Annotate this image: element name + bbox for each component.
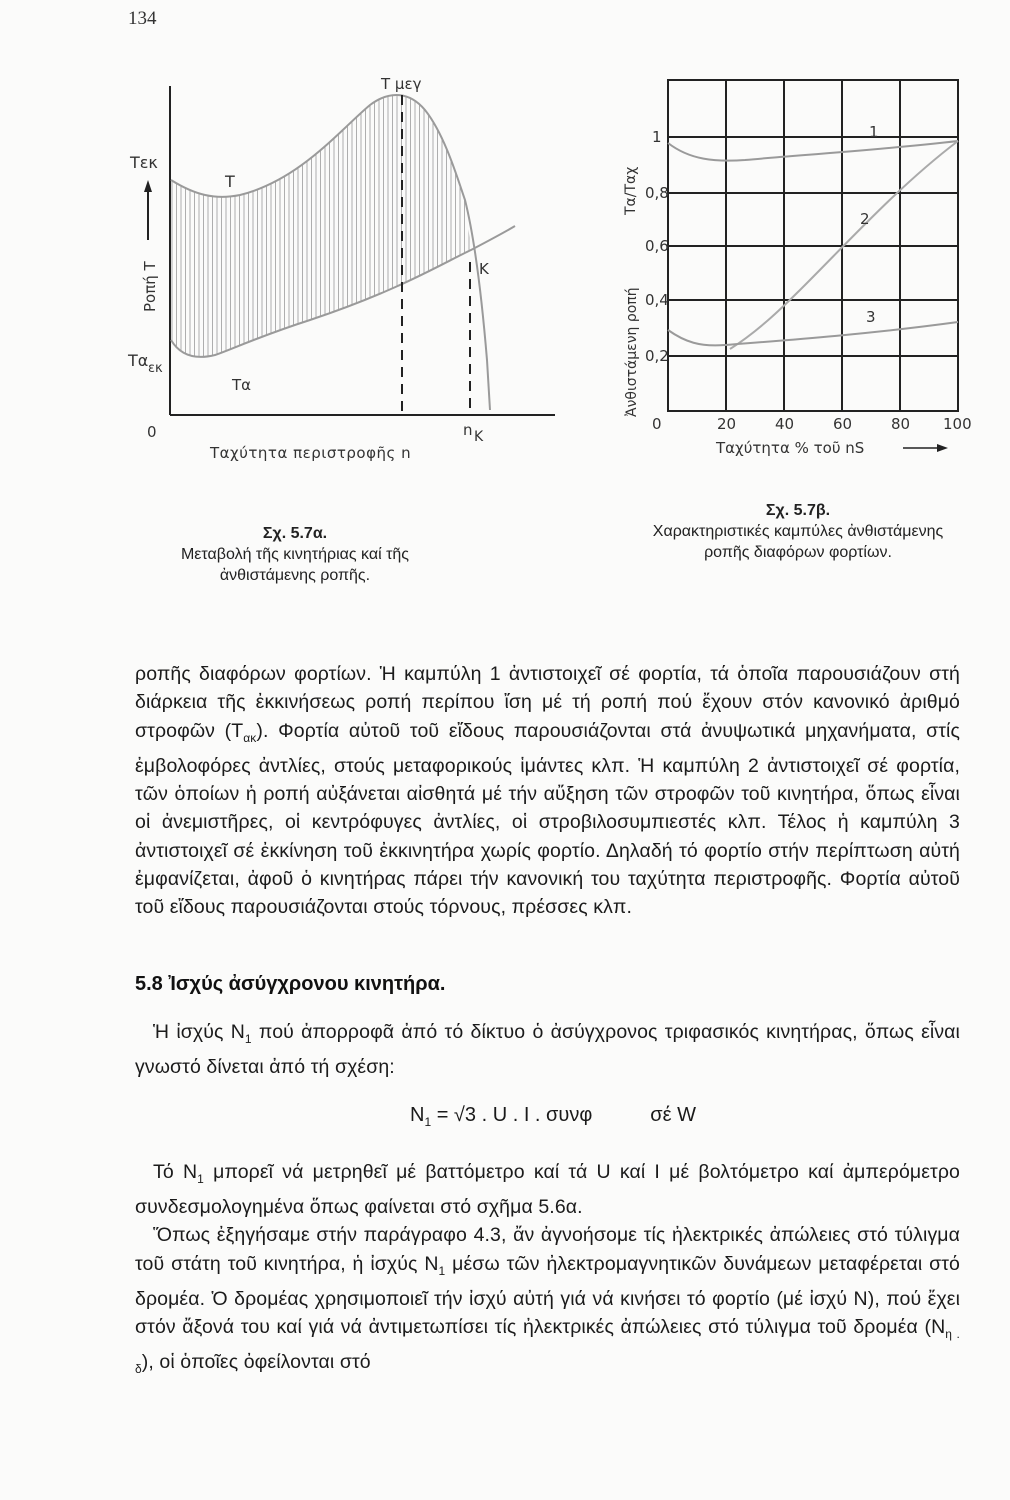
y-tick-0-4: 0,4 bbox=[645, 291, 669, 309]
x-tick-60: 60 bbox=[833, 415, 853, 433]
point-k-label: K bbox=[479, 260, 489, 278]
figure-b-caption-line2: ροπῆς διαφόρων φορτίων. bbox=[704, 544, 892, 561]
x-tick-100: 100 bbox=[943, 415, 972, 433]
page-number: 134 bbox=[128, 8, 157, 29]
figure-5-7b-chart bbox=[590, 70, 1000, 470]
curve-1-label: 1 bbox=[869, 123, 879, 141]
curve-3 bbox=[668, 322, 958, 345]
figure-5-7a-chart bbox=[120, 60, 570, 480]
x-tick-40: 40 bbox=[775, 415, 795, 433]
formula-unit: σέ W bbox=[650, 1104, 696, 1126]
arrow-right-icon bbox=[937, 444, 948, 452]
x-tick-20: 20 bbox=[717, 415, 737, 433]
power-formula: $N_1 = √3$ . U . I . συνφ σέ W bbox=[410, 1104, 696, 1129]
y-tick-0-2: 0,2 bbox=[645, 347, 669, 365]
figure-a-caption-text: Μεταβολή τῆς κινητήριας καί τῆς ἀνθιστάμενης ροπῆς. bbox=[180, 546, 410, 584]
grid bbox=[668, 80, 958, 411]
ta-curve-label: Tα bbox=[232, 376, 252, 394]
nk-label: n bbox=[463, 421, 473, 439]
y-tick-0-8: 0,8 bbox=[645, 184, 669, 202]
x-axis-label: Ταχύτητα περιστροφῆς n bbox=[210, 444, 412, 462]
t-curve-label: T bbox=[225, 172, 235, 191]
figure-b-caption bbox=[618, 500, 978, 563]
curve-1 bbox=[668, 141, 958, 161]
curve-3-label: 3 bbox=[866, 308, 876, 326]
y-axis-ratio-label: Tα/Tαχ bbox=[623, 166, 639, 215]
figure-a-label: Σχ. 5.7α. bbox=[262, 525, 328, 542]
y-tick-0-6: 0,6 bbox=[645, 237, 669, 255]
paragraph-power-intro: Ἡ ἰσχύς $N_1$ πού ἀπορροφᾶ ἀπό τό δίκτυο ὁ ἀσύγχρονος τριφασικός κινητήρας, ὅπως εἶναι γνωστό δίνεται ἀπό τή σχέση: bbox=[135, 1021, 960, 1079]
figure-b-label: Σχ. 5.7β. bbox=[765, 502, 831, 519]
tmax-label: T μεγ bbox=[381, 75, 422, 93]
t-ek-label: Tεκ bbox=[130, 153, 158, 172]
figure-a-caption bbox=[135, 523, 455, 586]
origin-label: 0 bbox=[147, 423, 157, 441]
x-tick-80: 80 bbox=[891, 415, 911, 433]
section-heading: 5.8 Ἰσχύς ἀσύγχρονου κινητήρα. bbox=[135, 973, 446, 995]
y-axis-label: Ροπή T bbox=[141, 261, 159, 312]
y-tick-1: 1 bbox=[652, 128, 662, 146]
paragraph-measurement: Τό $N_1$ μπορεῖ νά μετρηθεῖ μέ βαττόμετρο καί τά U καί I μέ βολτόμετρο καί ἀμπερόμετρο συνδεσμολογημένα ὅπως φαίνεται στό σχῆμα 5.6α. Ὅπως ἐξηγήσαμε στήν παράγραφο 4.3, ἄν ἀγνοήσομε τίς ἠλεκτρικές ἀπώλειες στό τύλιγμα τοῦ στάτη τοῦ κινητήρα, ἡ ἰσχύς $N_1$ μέσω τῶν ἠλεκτρομαγνητικῶν δυνάμεων μεταφέρεται στό δρομέα. Ὁ δρομέας χρησιμοποιεῖ τήν ἰσχύ αὐτή γιά νά κινήσει τό φορτίο (μέ ἰσχύ N), πού ἔχει στόν ἄξονά του καί γιά νά ἀντιμετωπίσει τίς ἠλεκτρικές ἀπώλειες στό τύλιγμα τοῦ δρομέα $(N_{\eta . \delta})$, οἱ ὁποῖες ὀφείλονται στό bbox=[135, 1161, 960, 1377]
y-axis-label: Ἀνθιστάμενη ροπή bbox=[624, 287, 640, 417]
curve-2-label: 2 bbox=[860, 210, 870, 228]
paragraph-load-curves: ροπῆς διαφόρων φορτίων. Ἡ καμπύλη 1 ἀντιστοιχεῖ σέ φορτία, τά ὁποῖα παρουσιάζουν στή διάρκεια τῆς ἐκκινήσεως ροπή περίπου ἴση μέ τή ροπή πού ἔχουν στόν κανονικό ἀριθμό στροφῶν $(T_{\alpha\kappa})$. Φορτία αὐτοῦ τοῦ εἴδους παρουσιάζονται στά ἀνυψωτικά μηχανήματα, στίς ἐμβολοφόρες ἀντλίες, στούς μεταφορικούς ἱμάντες κλπ. Ἡ καμπύλη 2 ἀντιστοιχεῖ σέ φορτία, τῶν ὁποίων ἡ ροπή αὐξάνεται αἰσθητά μέ τήν αὔξηση τῶν στροφῶν τοῦ κινητήρα, ὅπως εἶναι οἱ ἀνεμιστῆρες, οἱ κεντρόφυγες ἀντλίες, οἱ στροβιλοσυμπιεστές κλπ. Τέλος ἡ καμπύλη 3 ἀντιστοιχεῖ σέ ἐκκίνηση τοῦ ἐκκινητήρα χωρίς φορτίο. Δηλαδή τό φορτίο στήν περίπτωση αὐτή ἐμφανίζεται, ἀφοῦ ὁ κινητήρας πάρει τήν κανονική του ταχύτητα περιστροφῆς. Φορτία αὐτοῦ τοῦ εἴδους παρουσιάζονται στούς τόρνους, πρέσσες κλπ. bbox=[135, 663, 960, 919]
nk-sub: K bbox=[474, 429, 484, 445]
ta-ek-label: Tα bbox=[128, 351, 149, 370]
x-axis-label: Ταχύτητα % τοῦ nS bbox=[716, 439, 865, 457]
arrow-up-icon bbox=[144, 180, 152, 192]
ta-ek-sub: εκ bbox=[148, 361, 163, 376]
figure-b-caption-line1: Χαρακτηριστικές καμπύλες ἀνθιστάμενης bbox=[652, 523, 944, 540]
x-tick-0: 0 bbox=[652, 415, 662, 433]
